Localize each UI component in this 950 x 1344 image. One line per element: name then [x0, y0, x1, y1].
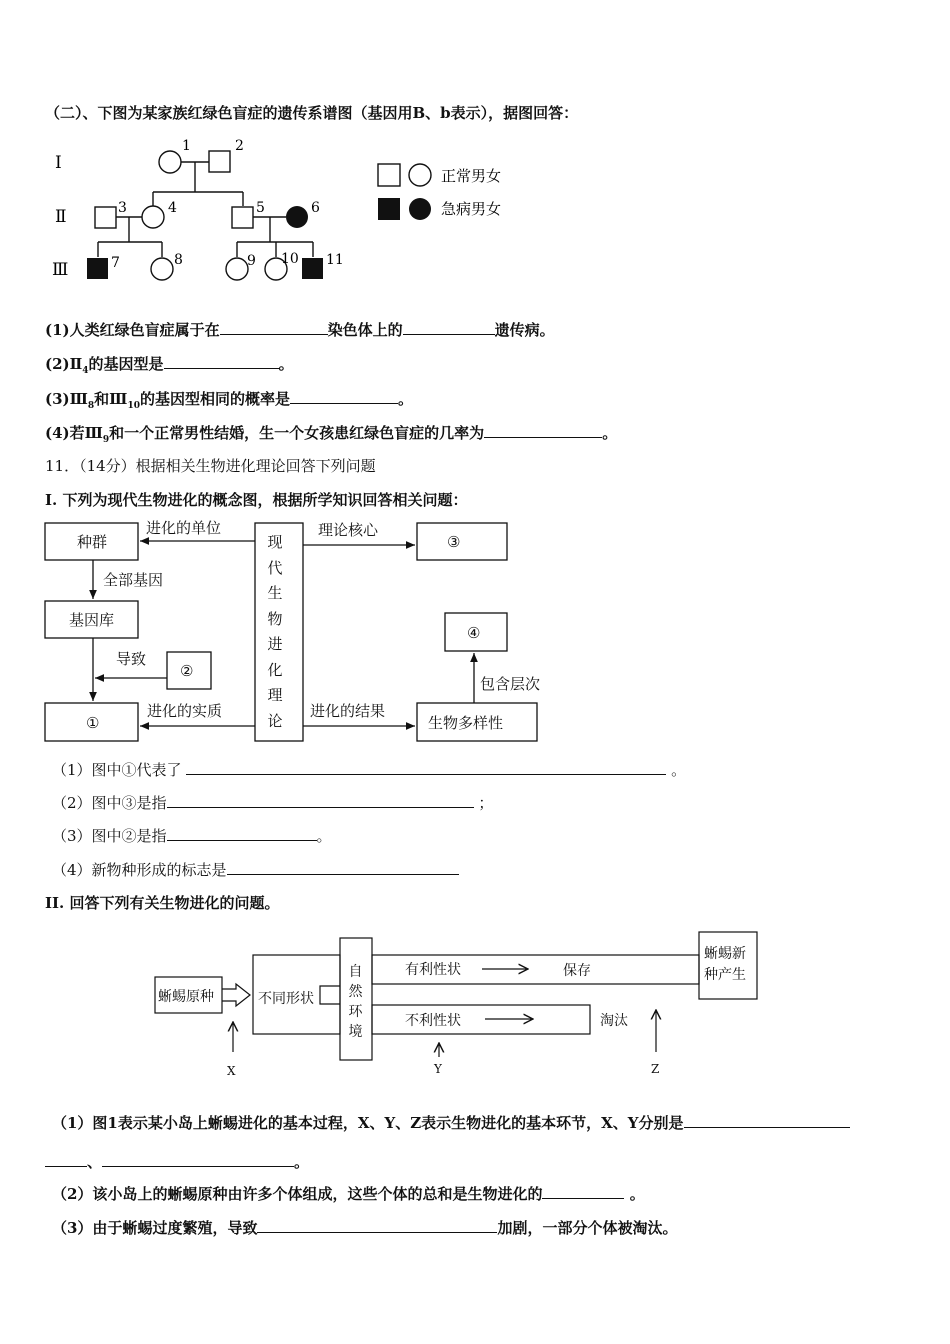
flow-keep: 保存 — [563, 963, 591, 979]
gen-label-2: Ⅱ — [55, 207, 67, 227]
p2-q2-text-a: （2）该小岛上的蜥蜴原种由许多个体组成，这些个体的总和是生物进化的 — [52, 1185, 543, 1203]
cm-leads-to: 导致 — [116, 650, 147, 668]
s2-q4-text-b: 和一个正常男性结婚，生一个女孩患红绿色盲症的几率为 — [109, 424, 485, 442]
p2-q1-text-b: 、 — [87, 1153, 103, 1171]
p1-q4-text-a: （4）新物种形成的标志是 — [52, 861, 227, 879]
s2-q1-blank-1[interactable] — [220, 320, 328, 335]
p2-q1-blank-1-cont[interactable] — [45, 1152, 87, 1167]
flow-y: Y — [434, 1062, 442, 1076]
ped-id-8: 8 — [174, 252, 183, 268]
ped-id-1: 1 — [182, 138, 191, 154]
cm-levels: 包含层次 — [480, 675, 541, 693]
flow-z: Z — [651, 1062, 660, 1076]
flow-elim: 淘汰 — [600, 1013, 628, 1029]
p2-q3 — [52, 1218, 677, 1238]
s2-q3-text-b: 和Ⅲ — [94, 390, 128, 408]
s2-q3 — [45, 389, 413, 416]
p2-q3-blank[interactable] — [257, 1218, 497, 1233]
cm-circle2: ② — [180, 662, 194, 680]
p1-q4-blank[interactable] — [227, 860, 459, 875]
cm-circle3: ③ — [447, 533, 461, 551]
cm-biodiversity: 生物多样性 — [428, 714, 504, 732]
p1-q1-text-a: （1）图中①代表了 — [52, 761, 182, 779]
s2-q3-text-c: 的基因型相同的概率是 — [139, 390, 290, 408]
cm-result: 进化的结果 — [310, 702, 386, 720]
p2-q2-text-b: 。 — [629, 1185, 645, 1203]
s2-q2-text-b: 的基因型是 — [88, 355, 164, 373]
p2-q1-text-a: （1）图1表示某小岛上蜥蜴进化的基本过程，X、Y、Z表示生物进化的基本环节，X、Y分别是 — [52, 1114, 684, 1132]
legend-sick: 急病男女 — [441, 200, 502, 218]
p1-q1-blank[interactable] — [186, 760, 666, 775]
cm-gene-pool: 基因库 — [69, 611, 115, 629]
s2-q2-blank[interactable] — [164, 354, 279, 369]
ped-id-6: 6 — [311, 200, 320, 216]
flow-good: 有利性状 — [405, 962, 461, 978]
p2-q3-text-b: 加剧，一部分个体被淘汰。 — [497, 1219, 678, 1237]
q11-part1-title: I. 下列为现代生物进化的概念图，根据所学知识回答相关问题： — [45, 491, 468, 509]
p2-q2-blank[interactable] — [542, 1184, 624, 1199]
p2-q3-text-a: （3）由于蜥蜴过度繁殖，导致 — [52, 1219, 258, 1237]
s2-q4 — [45, 423, 617, 450]
s2-q1-blank-2[interactable] — [403, 320, 495, 335]
ped-id-4: 4 — [168, 200, 177, 216]
p1-q3-text-b: 。 — [316, 827, 332, 845]
s2-q4-blank[interactable] — [484, 423, 602, 438]
p1-q3-blank[interactable] — [167, 826, 317, 841]
s2-q2-sub: 4 — [82, 366, 89, 376]
p2-q1 — [52, 1113, 850, 1133]
ped-id-5: 5 — [256, 200, 265, 216]
p1-q4 — [52, 860, 459, 880]
cm-unit-label: 进化的单位 — [146, 519, 222, 537]
p1-q3-text-a: （3）图中②是指 — [52, 827, 167, 845]
s2-q3-text-d: 。 — [398, 390, 414, 408]
s2-q3-blank[interactable] — [290, 389, 398, 404]
s2-q2-text-a: (2)Ⅱ — [45, 355, 83, 373]
p2-q1-blank-1[interactable] — [684, 1113, 850, 1128]
q11-part2-title: II. 回答下列有关生物进化的问题。 — [45, 894, 280, 912]
cm-circle1: ① — [86, 714, 100, 732]
s2-q1-text-a: (1)人类红绿色盲症属于在 — [45, 321, 220, 339]
s2-q1-text-b: 染色体上的 — [327, 321, 403, 339]
s2-q2 — [45, 354, 294, 381]
q11-title: 11．（14分）根据相关生物进化理论回答下列问题 — [45, 457, 376, 475]
s2-q1-text-c: 遗传病。 — [494, 321, 555, 339]
flow-env: 自然环境 — [348, 964, 363, 1040]
ped-id-11: 11 — [326, 252, 344, 268]
s2-q4-text-c: 。 — [602, 424, 618, 442]
section2-intro: （二）、下图为某家族红绿色盲症的遗传系谱图（基因用B、b表示），据图回答： — [45, 104, 579, 122]
s2-q2-text-c: 。 — [278, 355, 294, 373]
p2-q1-blank-2[interactable] — [102, 1152, 294, 1167]
flow-new-species: 蜥蜴新种产生 — [704, 946, 746, 983]
flow-x: X — [227, 1064, 236, 1078]
flow-origin: 蜥蜴原种 — [158, 989, 214, 1005]
ped-id-9: 9 — [247, 253, 256, 269]
p1-q3 — [52, 826, 332, 846]
cm-population: 种群 — [77, 533, 108, 551]
legend-normal: 正常男女 — [441, 167, 502, 185]
s2-q4-text-a: (4)若Ⅲ — [45, 424, 103, 442]
p1-q1-text-b: 。 — [671, 761, 687, 779]
p2-q1-text-c: 。 — [294, 1153, 310, 1171]
p1-q2 — [52, 793, 493, 813]
s2-q4-sub: 9 — [102, 435, 110, 445]
s2-q3-text-a: (3)Ⅲ — [45, 390, 88, 408]
cm-all-genes: 全部基因 — [103, 571, 164, 589]
flow-bad: 不利性状 — [405, 1013, 461, 1029]
p1-q2-text-b: ； — [478, 794, 494, 812]
gen-label-3: Ⅲ — [52, 260, 69, 280]
cm-core: 理论核心 — [318, 521, 379, 539]
p1-q1 — [52, 760, 686, 780]
flow-traits: 不同形状 — [258, 991, 314, 1007]
s2-q3-sub2: 10 — [127, 401, 140, 411]
cm-center: 现代生物进化理论 — [267, 533, 283, 730]
ped-id-7: 7 — [111, 255, 120, 271]
s2-q3-sub1: 8 — [87, 401, 95, 411]
s2-q1 — [45, 320, 555, 340]
p2-q2 — [52, 1184, 645, 1204]
p1-q2-blank[interactable] — [167, 793, 474, 808]
p1-q2-text-a: （2）图中③是指 — [52, 794, 167, 812]
ped-id-10: 10 — [281, 251, 299, 267]
p2-q1-cont — [45, 1152, 309, 1172]
cm-circle4: ④ — [467, 624, 481, 642]
ped-id-3: 3 — [118, 200, 127, 216]
gen-label-1: Ⅰ — [55, 153, 62, 173]
cm-essence: 进化的实质 — [147, 702, 223, 720]
ped-id-2: 2 — [235, 138, 244, 154]
